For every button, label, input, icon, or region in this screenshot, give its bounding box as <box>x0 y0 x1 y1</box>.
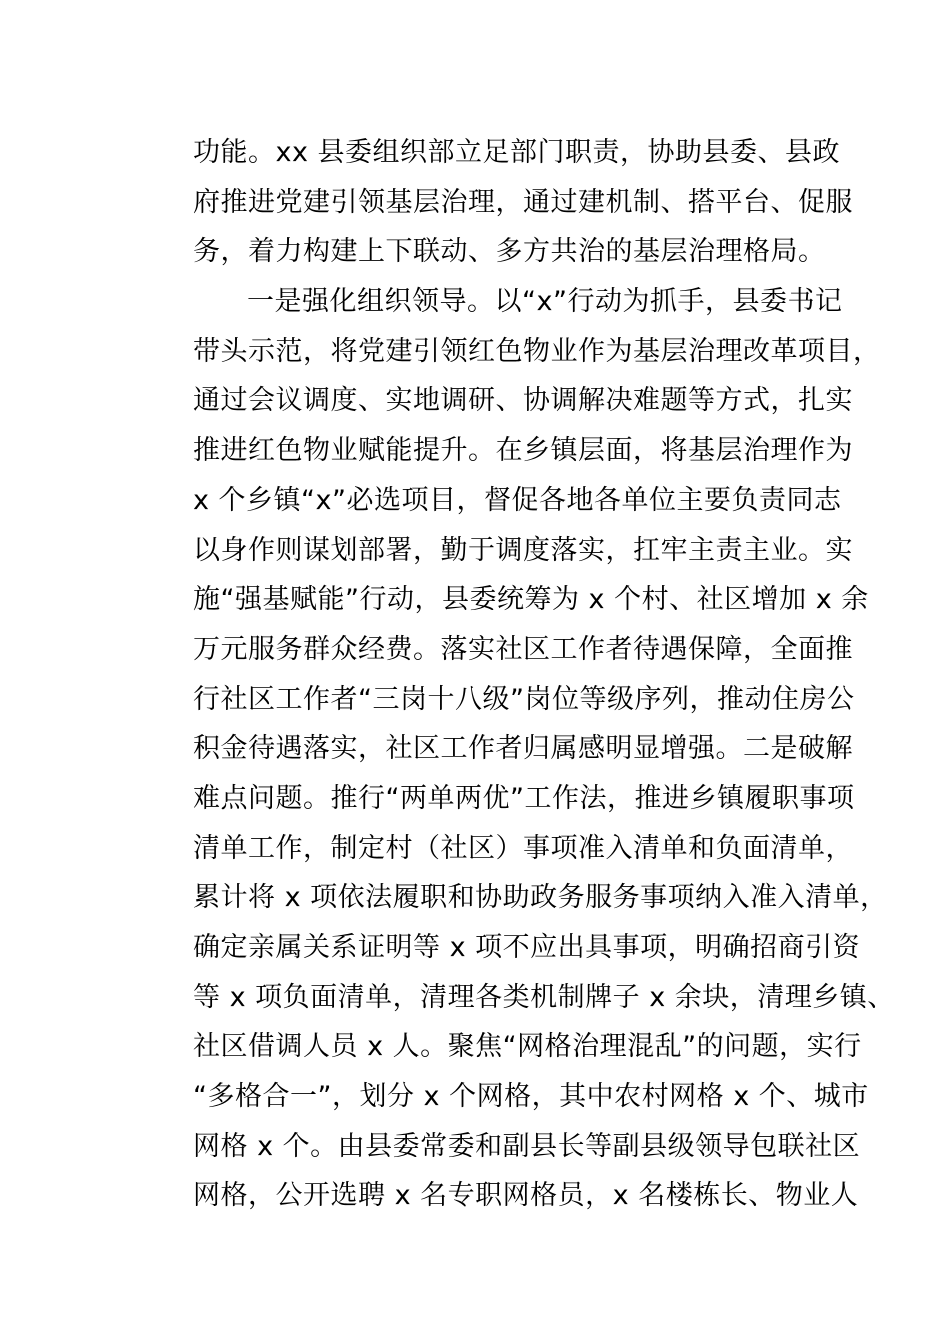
text-line: 累计将 x 项依法履职和协助政务服务事项纳入准入清单， <box>193 882 888 914</box>
text-line: 一是强化组织领导。以“x”行动为抓手，县委书记 <box>247 286 843 318</box>
text-line: 等 x 项负面清单，清理各类机制牌子 x 余块，清理乡镇、 <box>193 981 895 1013</box>
text-line: 确定亲属关系证明等 x 项不应出具事项，明确招商引资 <box>193 932 861 963</box>
text-line: 难点问题。推行“两单两优”工作法，推进乡镇履职事项 <box>193 782 855 814</box>
body-text <box>193 128 895 1221</box>
text-line: 通过会议调度、实地调研、协调解决难题等方式，扎实 <box>193 385 853 417</box>
text-line: 府推进党建引领基层治理，通过建机制、搭平台、促服 <box>193 186 853 218</box>
text-line: 以身作则谋划部署，勤于调度落实，扛牢主责主业。实 <box>193 534 853 566</box>
text-line: 社区借调人员 x 人。聚焦“网格治理混乱”的问题，实行 <box>193 1031 862 1063</box>
text-line: 功能。xx 县委组织部立足部门职责，协助县委、县政 <box>193 137 841 168</box>
text-line: 行社区工作者“三岗十八级”岗位等级序列，推动住房公 <box>193 683 855 715</box>
text-line: 推进红色物业赋能提升。在乡镇层面，将基层治理作为 <box>193 435 853 467</box>
text-line: 务，着力构建上下联动、多方共治的基层治理格局。 <box>193 236 826 268</box>
text-line: 带头示范，将党建引领红色物业作为基层治理改革项目， <box>193 335 881 367</box>
text-line: 网格，公开选聘 x 名专职网格员，x 名楼栋长、物业人 <box>193 1180 859 1212</box>
text-line: 积金待遇落实，社区工作者归属感明显增强。二是破解 <box>193 733 853 765</box>
text-line: x 个乡镇“x”必选项目，督促各地各单位主要负责同志 <box>193 484 842 516</box>
text-line: 网格 x 个。由县委常委和副县长等副县级领导包联社区 <box>193 1130 861 1162</box>
text-line: 施“强基赋能”行动，县委统筹为 x 个村、社区增加 x 余 <box>193 584 869 616</box>
text-line: “多格合一”，划分 x 个网格，其中农村网格 x 个、城市 <box>193 1081 869 1113</box>
text-line: 万元服务群众经费。落实社区工作者待遇保障，全面推 <box>193 633 853 665</box>
text-line: 清单工作，制定村（社区）事项准入清单和负面清单， <box>193 832 853 864</box>
